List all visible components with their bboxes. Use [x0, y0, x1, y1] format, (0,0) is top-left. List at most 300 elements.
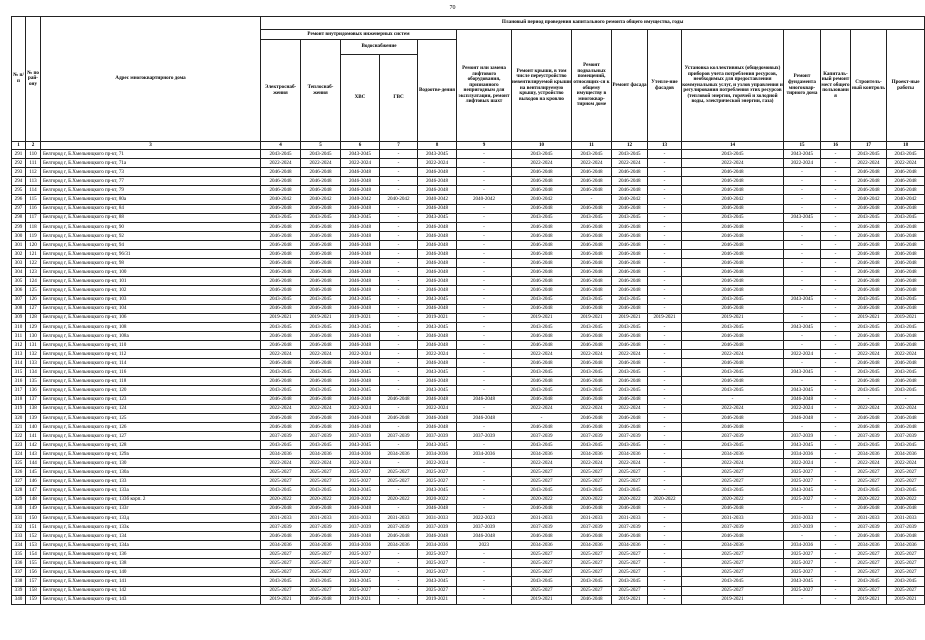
table-cell: 2046-2048 — [887, 177, 925, 186]
table-cell: 2046-2048 — [851, 277, 887, 286]
table-cell: - — [821, 441, 851, 450]
table-cell: 2046-2048 — [341, 240, 380, 249]
table-row — [12, 286, 925, 295]
table-cell: - — [457, 231, 512, 240]
table-cell: 2046-2048 — [887, 340, 925, 349]
table-cell: 2025-2027 — [512, 477, 572, 486]
table-cell: - — [821, 513, 851, 522]
table-cell: 2025-2027 — [682, 477, 784, 486]
table-cell: 2020-2022 — [851, 495, 887, 504]
table-cell: - — [887, 395, 925, 404]
table-cell: 2046-2048 — [887, 413, 925, 422]
table-cell: 2022-2024 — [341, 350, 380, 359]
table-cell: 2034-2036 — [572, 541, 612, 550]
table-cell: - — [380, 340, 418, 349]
table-cell: 2046-2048 — [301, 259, 341, 268]
table-cell: 2031-2033 — [851, 513, 887, 522]
table-cell: 2025-2027 — [612, 586, 648, 595]
table-cell: 291 — [12, 150, 26, 159]
column-number: 13 — [648, 142, 682, 150]
table-cell: 2043-2045 — [261, 486, 301, 495]
table-cell: 2025-2027 — [418, 468, 457, 477]
table-cell: 2025-2027 — [418, 559, 457, 568]
table-cell: - — [648, 277, 682, 286]
table-cell: 2046-2048 — [887, 422, 925, 431]
table-cell: 2025-2027 — [784, 477, 821, 486]
table-row — [12, 222, 925, 231]
table-cell: 2025-2027 — [784, 550, 821, 559]
table-cell: 2037-2039 — [380, 522, 418, 531]
table-cell: 2046-2048 — [612, 504, 648, 513]
table-cell: - — [821, 359, 851, 368]
column-number: 16 — [821, 142, 851, 150]
table-cell: - — [648, 368, 682, 377]
table-cell: - — [821, 213, 851, 222]
table-cell: 2034-2036 — [301, 450, 341, 459]
table-cell: - — [457, 222, 512, 231]
table-cell: - — [457, 286, 512, 295]
table-cell: - — [821, 240, 851, 249]
table-cell: 2046-2048 — [301, 340, 341, 349]
table-cell: 2046-2048 — [261, 531, 301, 540]
table-cell: 2046-2048 — [301, 222, 341, 231]
table-cell: 2025-2027 — [612, 559, 648, 568]
table-cell: - — [784, 340, 821, 349]
table-cell: 2046-2048 — [261, 168, 301, 177]
table-cell: 2046-2048 — [261, 286, 301, 295]
table-cell: - — [512, 413, 572, 422]
table-cell: - — [457, 559, 512, 568]
table-cell: 2025-2027 — [612, 477, 648, 486]
table-cell: 2025-2027 — [784, 468, 821, 477]
address-cell: Белгород г, Б.Хмельницкого пр-кт, 118 — [41, 377, 261, 386]
address-cell: Белгород г, Б.Хмельницкого пр-кт, 133д — [41, 513, 261, 522]
table-cell: 2019-2021 — [851, 313, 887, 322]
table-cell: 310 — [12, 322, 26, 331]
header-foundation: Ремонт фундамента многоквар-тирного дома — [784, 30, 821, 142]
table-cell: 2025-2027 — [784, 559, 821, 568]
table-cell: 297 — [12, 204, 26, 213]
table-cell: 2046-2048 — [572, 259, 612, 268]
table-cell: 2034-2036 — [851, 541, 887, 550]
table-cell: 326 — [12, 468, 26, 477]
column-number: 11 — [572, 142, 612, 150]
table-cell: 2046-2048 — [418, 277, 457, 286]
table-cell: - — [457, 313, 512, 322]
table-cell: 2025-2027 — [887, 559, 925, 568]
table-cell: 2022-2024 — [572, 159, 612, 168]
table-cell: 318 — [12, 395, 26, 404]
table-cell: 2043-2045 — [887, 386, 925, 395]
table-cell: 2025-2027 — [572, 477, 612, 486]
table-cell: 340 — [12, 595, 26, 604]
table-row — [12, 541, 925, 550]
table-cell: 2046-2048 — [612, 286, 648, 295]
table-cell: 2046-2048 — [512, 177, 572, 186]
table-cell: 2046-2048 — [572, 359, 612, 368]
table-cell: 2046-2048 — [380, 395, 418, 404]
table-cell: - — [648, 331, 682, 340]
table-cell: - — [784, 231, 821, 240]
table-cell: 2046-2048 — [301, 504, 341, 513]
header-capital-repair: Капиталь-ный ремонт мест общего пользовани я — [821, 30, 851, 142]
address-cell: Белгород г, Б.Хмельницкого пр-кт, 110 — [41, 340, 261, 349]
table-cell: 337 — [12, 568, 26, 577]
table-cell: 2022-2024 — [301, 404, 341, 413]
table-cell: 2043-2045 — [851, 441, 887, 450]
table-cell: - — [457, 168, 512, 177]
table-cell: 2046-2048 — [380, 531, 418, 540]
table-cell: 2043-2045 — [682, 577, 784, 586]
table-cell: 2022-2024 — [887, 159, 925, 168]
table-cell: 2043-2045 — [512, 368, 572, 377]
table-cell: 2046-2048 — [682, 177, 784, 186]
column-number: 10 — [512, 142, 572, 150]
table-cell: 2046-2048 — [572, 595, 612, 604]
table-cell: 2025-2027 — [512, 568, 572, 577]
table-cell: 309 — [12, 313, 26, 322]
table-cell: - — [784, 331, 821, 340]
table-cell: 2037-2039 — [612, 522, 648, 531]
table-cell: - — [648, 568, 682, 577]
table-cell: - — [821, 150, 851, 159]
table-cell: 2031-2033 — [512, 513, 572, 522]
table-cell: 2037-2039 — [572, 431, 612, 440]
table-cell: 2046-2048 — [341, 177, 380, 186]
table-cell: 2046-2048 — [612, 413, 648, 422]
table-row — [12, 468, 925, 477]
table-cell: 134 — [26, 368, 41, 377]
table-cell: - — [380, 304, 418, 313]
table-cell: - — [457, 204, 512, 213]
table-cell: 2025-2027 — [512, 559, 572, 568]
table-cell: 2043-2045 — [612, 295, 648, 304]
table-cell: 2046-2048 — [512, 395, 572, 404]
table-cell: - — [457, 586, 512, 595]
table-cell: - — [821, 277, 851, 286]
table-cell: 2037-2039 — [418, 431, 457, 440]
table-cell: 2043-2045 — [261, 441, 301, 450]
address-cell: Белгород г, Б.Хмельницкого пр-кт, 116 — [41, 368, 261, 377]
table-cell: 2040-2042 — [457, 195, 512, 204]
table-cell: 2025-2027 — [341, 586, 380, 595]
table-cell: 2046-2048 — [851, 177, 887, 186]
table-cell: 2043-2045 — [341, 368, 380, 377]
table-cell: 126 — [26, 295, 41, 304]
table-cell: 2031-2033 — [301, 513, 341, 522]
table-cell: 152 — [26, 531, 41, 540]
table-cell: 2046-2048 — [341, 204, 380, 213]
table-cell: 2046-2048 — [887, 277, 925, 286]
table-cell: - — [821, 231, 851, 240]
table-cell: 2020-2022 — [301, 495, 341, 504]
table-cell: 2034-2036 — [512, 450, 572, 459]
table-cell: 2022-2024 — [851, 459, 887, 468]
table-cell: 151 — [26, 522, 41, 531]
table-cell: 2022-2024 — [887, 350, 925, 359]
address-cell: Белгород г, Б.Хмельницкого пр-кт, 136 — [41, 550, 261, 559]
table-cell: 2043-2045 — [341, 322, 380, 331]
table-cell: 2025-2027 — [851, 477, 887, 486]
table-cell: - — [648, 450, 682, 459]
table-cell: - — [821, 159, 851, 168]
table-cell: 2046-2048 — [572, 340, 612, 349]
table-cell: 2025-2027 — [261, 468, 301, 477]
table-cell: 2025-2027 — [418, 550, 457, 559]
table-cell: - — [457, 568, 512, 577]
table-cell: 117 — [26, 213, 41, 222]
table-cell: 2046-2048 — [851, 286, 887, 295]
table-cell: 2031-2033 — [261, 513, 301, 522]
table-cell: 2043-2045 — [887, 577, 925, 586]
table-cell: 2022-2024 — [572, 404, 612, 413]
table-cell: 2025-2027 — [380, 468, 418, 477]
table-cell: - — [784, 195, 821, 204]
table-cell: 2043-2045 — [301, 295, 341, 304]
table-cell: 2022-2024 — [851, 159, 887, 168]
table-cell: 2046-2048 — [851, 186, 887, 195]
table-row — [12, 559, 925, 568]
table-cell: 2046-2048 — [512, 240, 572, 249]
table-cell: 2046-2048 — [418, 204, 457, 213]
table-cell: 2046-2048 — [572, 286, 612, 295]
table-cell: 2043-2045 — [418, 295, 457, 304]
table-cell: 2034-2036 — [418, 450, 457, 459]
table-cell: 120 — [26, 240, 41, 249]
table-cell: 2040-2042 — [380, 195, 418, 204]
table-cell: - — [648, 322, 682, 331]
table-cell: 2022-2024 — [612, 459, 648, 468]
table-cell: 2046-2048 — [612, 277, 648, 286]
table-cell: 2046-2048 — [572, 422, 612, 431]
table-cell: 2019-2021 — [512, 595, 572, 604]
table-cell: - — [380, 586, 418, 595]
table-cell: 2046-2048 — [418, 395, 457, 404]
table-cell: 154 — [26, 550, 41, 559]
table-cell: 2046-2048 — [418, 531, 457, 540]
table-cell: 2022-2024 — [512, 404, 572, 413]
address-cell: Белгород г, Б.Хмельницкого пр-кт, 133к — [41, 522, 261, 531]
table-cell: - — [648, 541, 682, 550]
table-cell: - — [380, 550, 418, 559]
table-cell: 2046-2048 — [572, 168, 612, 177]
table-cell: 159 — [26, 595, 41, 604]
table-cell: 2043-2045 — [261, 386, 301, 395]
table-cell: 2022-2024 — [612, 159, 648, 168]
table-cell: 153 — [26, 541, 41, 550]
table-cell: 2043-2045 — [301, 441, 341, 450]
table-cell: 2025-2027 — [784, 586, 821, 595]
table-cell: 2043-2045 — [887, 295, 925, 304]
table-cell: 2043-2045 — [887, 368, 925, 377]
table-cell: 2046-2048 — [301, 304, 341, 313]
table-cell: 2031-2033 — [612, 513, 648, 522]
table-cell: 2022-2024 — [512, 159, 572, 168]
table-cell: - — [648, 504, 682, 513]
table-cell: 2040-2042 — [851, 195, 887, 204]
table-cell: 2025-2027 — [887, 550, 925, 559]
table-cell: - — [457, 259, 512, 268]
table-cell: 2046-2048 — [572, 277, 612, 286]
table-cell: 2040-2042 — [301, 195, 341, 204]
column-number: 7 — [380, 142, 418, 150]
table-cell: 301 — [12, 240, 26, 249]
table-cell: 2046-2048 — [612, 231, 648, 240]
table-cell: 2046-2048 — [512, 268, 572, 277]
table-row — [12, 568, 925, 577]
table-cell: - — [821, 486, 851, 495]
table-cell: 2046-2048 — [457, 395, 512, 404]
table-cell: 2022-2024 — [612, 404, 648, 413]
address-cell: Белгород г, Б.Хмельницкого пр-кт, 102 — [41, 286, 261, 295]
table-cell: - — [648, 404, 682, 413]
table-cell: 2037-2039 — [612, 431, 648, 440]
table-cell: 2046-2048 — [418, 377, 457, 386]
table-cell: 2043-2045 — [784, 577, 821, 586]
table-cell: 2019-2021 — [851, 595, 887, 604]
table-cell: 2037-2039 — [261, 431, 301, 440]
table-cell: 2046-2048 — [572, 250, 612, 259]
table-cell: - — [648, 304, 682, 313]
table-cell: - — [457, 159, 512, 168]
table-cell: 2034-2036 — [784, 450, 821, 459]
table-cell: 121 — [26, 250, 41, 259]
table-cell: - — [457, 577, 512, 586]
column-number: 2 — [26, 142, 41, 150]
table-cell: - — [457, 277, 512, 286]
table-cell: - — [457, 504, 512, 513]
table-cell: 2019-2021 — [341, 313, 380, 322]
table-cell: - — [457, 468, 512, 477]
table-cell: 296 — [12, 195, 26, 204]
table-cell: 2043-2045 — [682, 322, 784, 331]
table-cell: - — [648, 231, 682, 240]
table-cell: 307 — [12, 295, 26, 304]
table-cell: - — [821, 331, 851, 340]
table-cell: - — [821, 286, 851, 295]
table-cell: 2025-2027 — [851, 550, 887, 559]
table-cell: 2022-2023 — [457, 513, 512, 522]
table-cell: 2046-2048 — [682, 286, 784, 295]
table-cell: 2043-2045 — [341, 441, 380, 450]
address-cell: Белгород г, Б.Хмельницкого пр-кт, 124 — [41, 404, 261, 413]
address-cell: Белгород г, Б.Хмельницкого пр-кт, 88 — [41, 213, 261, 222]
table-cell: 2020-2022 — [648, 495, 682, 504]
table-cell: 2046-2048 — [261, 304, 301, 313]
table-cell: 2046-2048 — [887, 359, 925, 368]
table-cell: 2046-2048 — [572, 204, 612, 213]
table-cell: 2037-2039 — [572, 522, 612, 531]
table-cell: 2046-2048 — [341, 531, 380, 540]
table-cell: 2046-2048 — [341, 359, 380, 368]
table-cell: 2025-2027 — [341, 550, 380, 559]
table-cell: 2022-2024 — [261, 404, 301, 413]
header-address: Адрес многоквартирного дома — [41, 17, 261, 142]
table-header — [12, 17, 925, 150]
table-cell: - — [648, 550, 682, 559]
table-cell: 2046-2048 — [512, 250, 572, 259]
table-cell: - — [821, 559, 851, 568]
table-cell: 2037-2039 — [341, 522, 380, 531]
column-number: 17 — [851, 142, 887, 150]
table-cell: 2046-2048 — [887, 250, 925, 259]
table-cell: 2020-2022 — [380, 495, 418, 504]
table-cell: - — [648, 159, 682, 168]
table-cell: 2034-2036 — [301, 541, 341, 550]
table-cell: 2025-2027 — [261, 550, 301, 559]
table-cell: 2040-2042 — [512, 195, 572, 204]
table-cell: - — [648, 413, 682, 422]
table-cell: - — [380, 313, 418, 322]
page-number: 70 — [449, 5, 456, 11]
table-cell: - — [380, 377, 418, 386]
table-cell: 2046-2048 — [851, 331, 887, 340]
table-cell: 2046-2048 — [457, 531, 512, 540]
table-cell: - — [821, 259, 851, 268]
table-cell: 2046-2048 — [341, 286, 380, 295]
table-cell: 2046-2048 — [261, 177, 301, 186]
table-cell: - — [457, 550, 512, 559]
header-drainage: Водоотве-дения — [418, 40, 457, 142]
table-cell: 2034-2036 — [418, 541, 457, 550]
address-cell: Белгород г, Б.Хмельницкого пр-кт, 130а — [41, 468, 261, 477]
table-cell: 2046-2048 — [512, 259, 572, 268]
table-cell: 2043-2045 — [572, 322, 612, 331]
table-cell: 2046-2048 — [301, 231, 341, 240]
table-cell: 2046-2048 — [851, 168, 887, 177]
table-cell: 306 — [12, 286, 26, 295]
table-cell: 2046-2048 — [301, 595, 341, 604]
table-cell: 2046-2048 — [512, 204, 572, 213]
table-cell: 2022-2024 — [572, 350, 612, 359]
table-cell: 302 — [12, 250, 26, 259]
table-cell: - — [784, 595, 821, 604]
address-cell: Белгород г, Б.Хмельницкого пр-кт, 100 — [41, 268, 261, 277]
table-cell: 2046-2048 — [612, 304, 648, 313]
table-cell: 131 — [26, 340, 41, 349]
table-cell: 325 — [12, 459, 26, 468]
table-cell: 2043-2045 — [418, 577, 457, 586]
table-cell: 2046-2048 — [512, 504, 572, 513]
table-cell: 157 — [26, 577, 41, 586]
table-cell: 2046-2048 — [512, 377, 572, 386]
table-row — [12, 304, 925, 313]
table-row — [12, 186, 925, 195]
table-cell: 2022-2024 — [341, 159, 380, 168]
table-cell: 331 — [12, 513, 26, 522]
table-cell: 300 — [12, 231, 26, 240]
table-cell: 2043-2045 — [512, 486, 572, 495]
table-cell: 2046-2048 — [572, 395, 612, 404]
table-cell: 2037-2039 — [851, 522, 887, 531]
table-cell: 320 — [12, 413, 26, 422]
header-facade: Ремонт фасада — [612, 30, 648, 142]
table-cell: 2019-2021 — [887, 595, 925, 604]
table-cell: 2022-2024 — [418, 459, 457, 468]
table-cell: - — [457, 386, 512, 395]
table-cell: - — [457, 477, 512, 486]
table-cell: 146 — [26, 477, 41, 486]
table-cell: 2025-2027 — [682, 468, 784, 477]
table-cell: 2046-2048 — [851, 504, 887, 513]
table-cell: 2025-2027 — [682, 568, 784, 577]
table-cell: 2043-2045 — [418, 386, 457, 395]
table-cell: 2031-2033 — [887, 513, 925, 522]
table-cell: 2043-2045 — [341, 213, 380, 222]
table-cell: - — [380, 213, 418, 222]
table-cell: 2046-2048 — [851, 222, 887, 231]
table-cell: - — [380, 441, 418, 450]
